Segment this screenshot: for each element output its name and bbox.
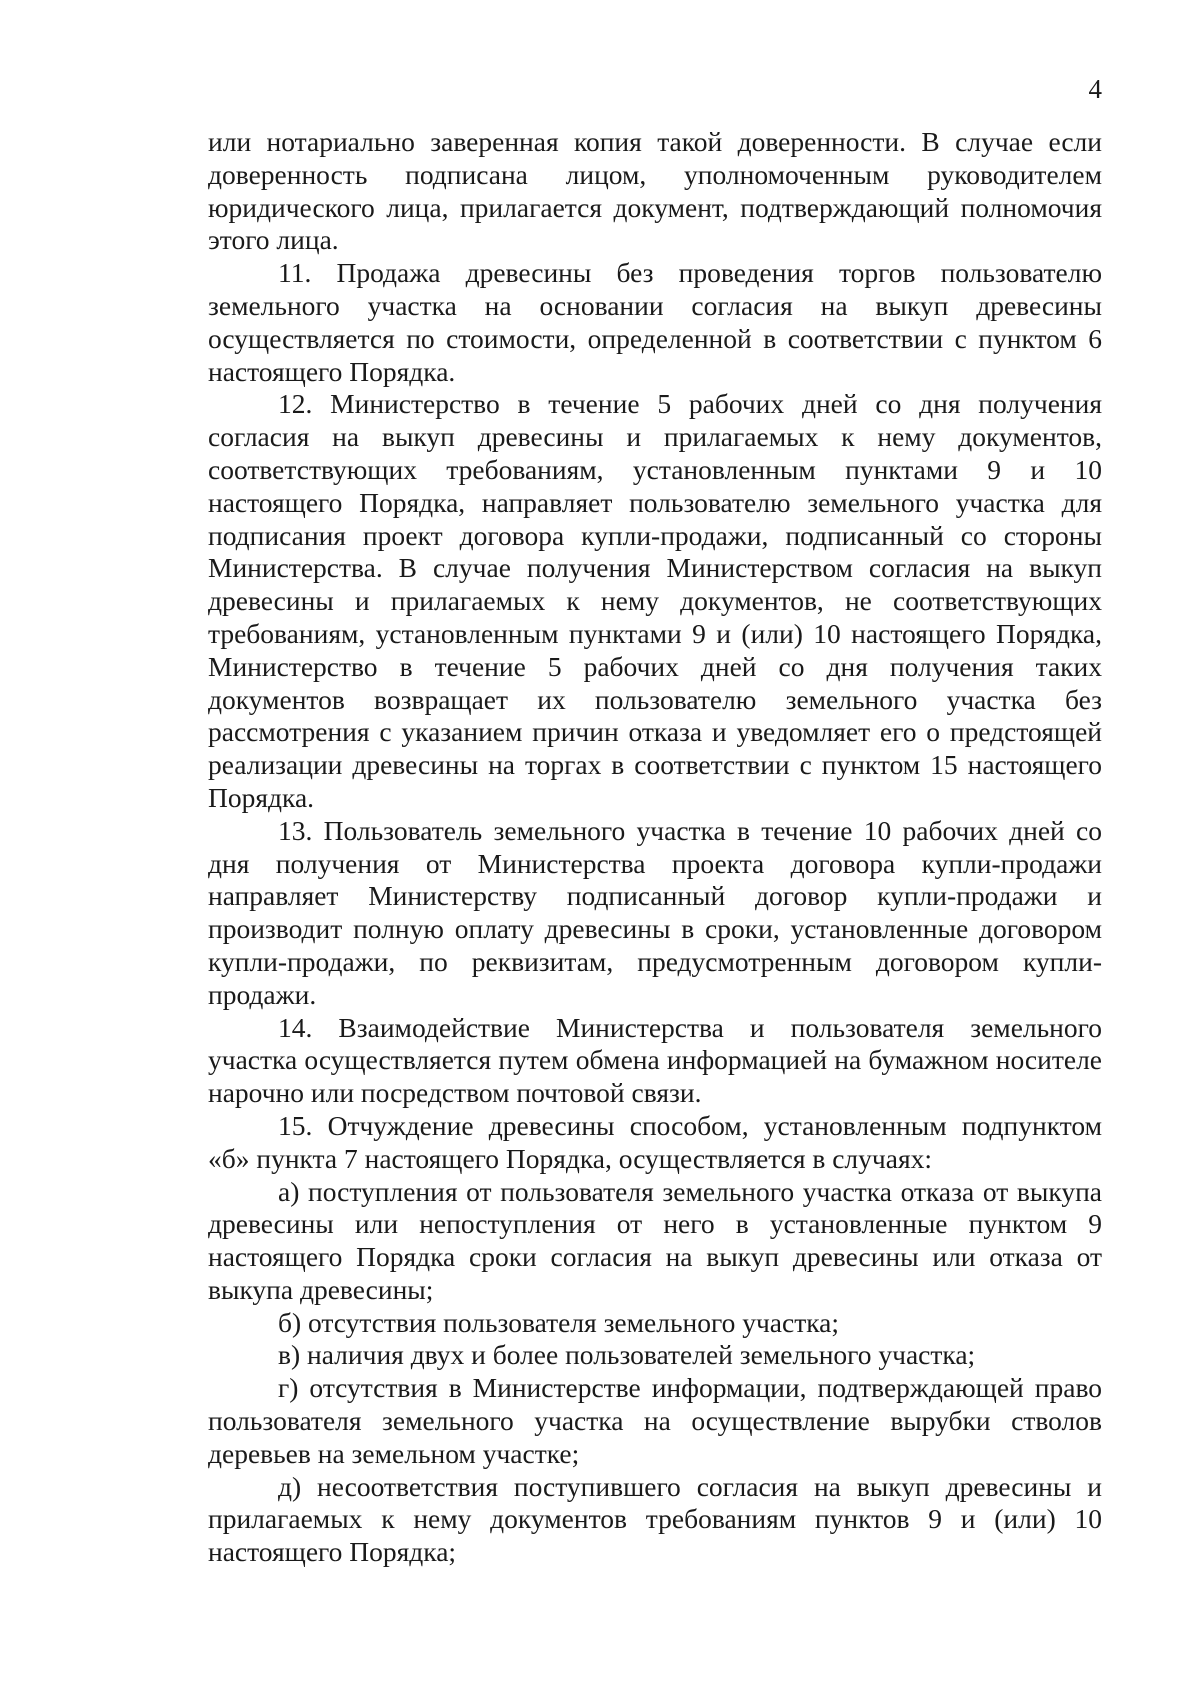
subitem-g: г) отсутствия в Министерстве информации, подтверждающей право пользователя земельного участка на осуществление вырубки стволов деревьев на земельном участке; (208, 1372, 1102, 1469)
subitem-v: в) наличия двух и более пользователей земельного участка; (278, 1339, 976, 1371)
paragraph-15: 15. Отчуждение древесины способом, установленным подпунктом «б» пункта 7 настоящего Порядка, осуществляется в случаях: (208, 1109, 1102, 1174)
paragraph-13: 13. Пользователь земельного участка в течение 10 рабочих дней со дня получения от Министерства проекта договора купли-продажи направляет Министерству подписанный договор купли-продажи и производит полную оплату древесины в сроки, установленные договором купли-продажи, по реквизитам, предусмотренным договором купли-продажи. (208, 814, 1102, 1010)
subitem-a: а) поступления от пользователя земельного участка отказа от выкупа древесины или непоступления от него в установленные пунктом 9 настоящего Порядка сроки согласия на выкуп древесины или отказа от выкупа древесины; (208, 1175, 1102, 1305)
paragraph-11: 11. Продажа древесины без проведения торгов пользователю земельного участка на основании согласия на выкуп древесины осуществляется по стоимости, определенной в соответствии с пунктом 6 настоящего Порядка. (208, 257, 1102, 387)
document-body (208, 126, 1102, 1569)
page-number: 4 (1088, 74, 1102, 104)
paragraph-12: 12. Министерство в течение 5 рабочих дней со дня получения согласия на выкуп древесины и прилагаемых к нему документов, соответствующих требованиям, установленным пунктами 9 и 10 настоящего Порядка, направляет пользователю земельного участка для подписания проект договора купли-продажи, подписанный со стороны Министерства. В случае получения Министерством согласия на выкуп древесины и прилагаемых к нему документов, не соответствующих требованиям, установленным пунктами 9 и (или) 10 настоящего Порядка, Министерство в течение 5 рабочих дней со дня получения таких документов возвращает их пользователю земельного участка без рассмотрения с указанием причин отказа и уведомляет его о предстоящей реализации древесины на торгах в соответствии с пунктом 15 настоящего Порядка. (208, 388, 1102, 813)
subitem-b: б) отсутствия пользователя земельного участка; (278, 1306, 839, 1338)
paragraph-14: 14. Взаимодействие Министерства и пользователя земельного участка осуществляется путем обмена информацией на бумажном носителе нарочно или посредством почтовой связи. (208, 1011, 1102, 1109)
subitem-d: д) несоответствия поступившего согласия на выкуп древесины и прилагаемых к нему документов требованиям пунктов 9 и (или) 10 настоящего Порядка; (208, 1470, 1102, 1568)
paragraph-continuation: или нотариально заверенная копия такой доверенности. В случае если доверенность подписана лицом, уполномоченным руководителем юридического лица, прилагается документ, подтверждающий полномочия этого лица. (208, 126, 1102, 256)
